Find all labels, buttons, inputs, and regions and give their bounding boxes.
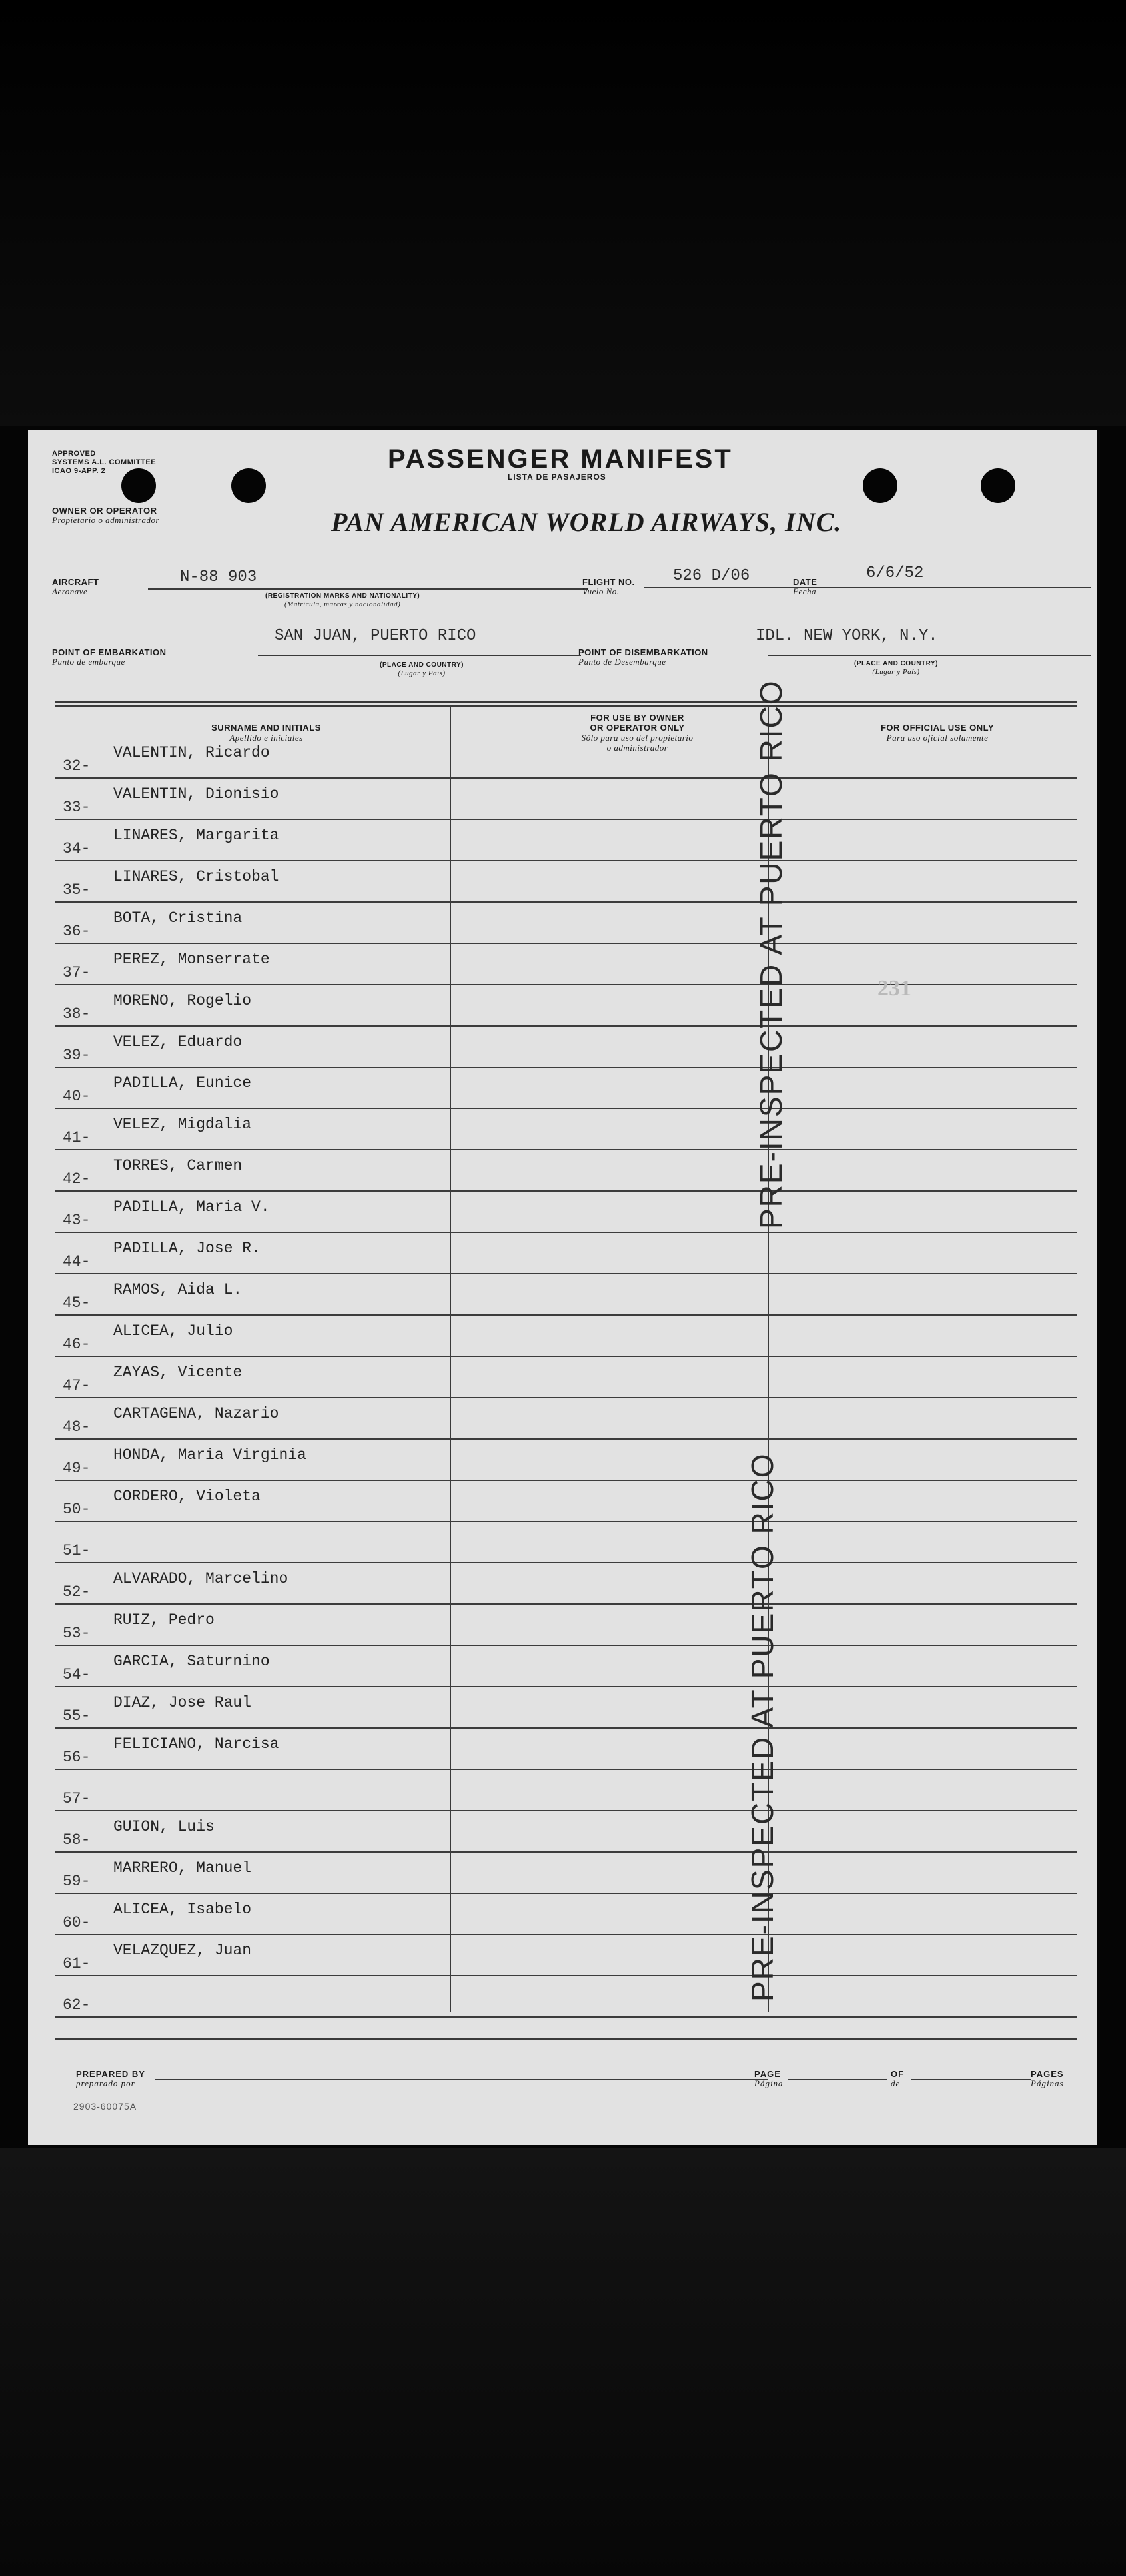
embarkation-underline <box>258 655 581 656</box>
row-number: 54- <box>63 1666 91 1683</box>
table-row <box>55 1109 1077 1150</box>
row-number: 35- <box>63 881 91 899</box>
owner-use-header-1: FOR USE BY OWNER <box>590 713 684 723</box>
passenger-name: TORRES, Carmen <box>113 1157 243 1174</box>
row-number: 47- <box>63 1377 91 1394</box>
table-top-rule-2 <box>55 705 1077 707</box>
date-label <box>793 578 817 596</box>
table-row <box>55 1316 1077 1357</box>
date-label-en: DATE <box>793 577 818 587</box>
passenger-name: ALVARADO, Marcelino <box>113 1570 288 1587</box>
manifest-sheet <box>28 430 1097 2145</box>
passenger-name: FELICIANO, Narcisa <box>113 1735 279 1753</box>
passenger-name: PADILLA, Maria V. <box>113 1198 270 1216</box>
approval-line: ICAO 9-APP. 2 <box>52 467 106 475</box>
table-row <box>55 1935 1077 1976</box>
row-number: 60- <box>63 1914 91 1931</box>
passenger-name: GUION, Luis <box>113 1818 215 1835</box>
approval-line: SYSTEMS A.L. COMMITTEE <box>52 458 157 466</box>
table-row <box>55 1563 1077 1605</box>
table-row <box>55 1522 1077 1563</box>
embarkation-label <box>52 648 167 667</box>
row-number: 41- <box>63 1129 91 1146</box>
row-number: 49- <box>63 1460 91 1477</box>
pages-label <box>1031 2070 1064 2088</box>
row-number: 48- <box>63 1418 91 1436</box>
row-number: 39- <box>63 1047 91 1064</box>
date-underline <box>824 587 1091 588</box>
of-label-es: de <box>891 2078 901 2088</box>
place-note-es: (Lugar y País) <box>398 669 446 677</box>
form-subtitle: LISTA DE PASAJEROS <box>508 472 606 482</box>
passenger-name: RAMOS, Aida L. <box>113 1281 243 1298</box>
approval-line: APPROVED <box>52 450 96 458</box>
table-row <box>55 1027 1077 1068</box>
table-row <box>55 737 1077 779</box>
row-number: 52- <box>63 1583 91 1601</box>
flight-value: 526 D/06 <box>673 567 750 585</box>
page-label-en: PAGE <box>754 2069 781 2079</box>
passenger-name: BOTA, Cristina <box>113 909 243 927</box>
place-note-2 <box>854 660 938 677</box>
table-row <box>55 1068 1077 1109</box>
row-number: 59- <box>63 1873 91 1890</box>
row-number: 55- <box>63 1707 91 1725</box>
table-row <box>55 1770 1077 1811</box>
disembarkation-value: IDL. NEW YORK, N.Y. <box>756 627 938 645</box>
form-number: 2903-60075A <box>73 2101 137 2112</box>
passenger-name: PADILLA, Eunice <box>113 1074 252 1092</box>
aircraft-label-es: Aeronave <box>52 586 88 596</box>
flight-label <box>582 578 635 596</box>
owner-use-header-es-1: Sólo para uso del propietario <box>581 733 694 743</box>
pre-inspected-stamp: PRE-INSPECTED AT PUERTO RICO <box>754 679 788 1229</box>
surname-header-en: SURNAME AND INITIALS <box>211 723 321 733</box>
table-row <box>55 985 1077 1027</box>
pages-label-en: PAGES <box>1031 2069 1064 2079</box>
aircraft-label <box>52 578 99 596</box>
passenger-name: CORDERO, Violeta <box>113 1488 261 1505</box>
table-top-rule <box>55 701 1077 703</box>
row-number: 32- <box>63 757 91 775</box>
of-label <box>891 2070 904 2088</box>
faint-stamp-number: 231 <box>877 976 911 1001</box>
table-row <box>55 1853 1077 1894</box>
passenger-name: GARCIA, Saturnino <box>113 1653 270 1670</box>
scan-background-top <box>0 0 1126 426</box>
row-number: 56- <box>63 1749 91 1766</box>
row-number: 34- <box>63 840 91 857</box>
pre-inspected-stamp: PRE-INSPECTED AT PUERTO RICO <box>745 1452 780 2002</box>
owner-use-header-2: OR OPERATOR ONLY <box>590 723 685 733</box>
disembarkation-label-es: Punto de Desembarque <box>578 657 666 667</box>
row-number: 36- <box>63 923 91 940</box>
owner-label <box>52 506 159 525</box>
registration-note-en: (REGISTRATION MARKS AND NATIONALITY) <box>265 592 420 600</box>
place-note-2-en: (PLACE AND COUNTRY) <box>854 660 938 667</box>
row-number: 57- <box>63 1790 91 1807</box>
embarkation-label-es: Punto de embarque <box>52 657 125 667</box>
page-label <box>754 2070 784 2088</box>
table-row <box>55 1687 1077 1729</box>
table-row <box>55 861 1077 903</box>
punch-hole <box>231 468 266 503</box>
passenger-name: LINARES, Margarita <box>113 827 279 844</box>
table-row <box>55 903 1077 944</box>
row-number: 40- <box>63 1088 91 1105</box>
passenger-name: VALENTIN, Ricardo <box>113 744 270 761</box>
row-number: 33- <box>63 799 91 816</box>
passenger-name: PEREZ, Monserrate <box>113 951 270 968</box>
surname-header-es: Apellido e iniciales <box>229 733 303 743</box>
row-number: 58- <box>63 1831 91 1849</box>
table-row <box>55 1274 1077 1316</box>
row-number: 62- <box>63 1996 91 2014</box>
prepared-by-label <box>76 2070 145 2088</box>
date-value: 6/6/52 <box>866 564 924 582</box>
date-label-es: Fecha <box>793 586 816 596</box>
prepared-by-es: preparado por <box>76 2078 135 2088</box>
embarkation-label-en: POINT OF EMBARKATION <box>52 647 167 657</box>
row-number: 42- <box>63 1170 91 1188</box>
approval-block <box>52 450 156 476</box>
passenger-name: HONDA, Maria Virginia <box>113 1446 306 1464</box>
scan-background-bottom <box>0 2148 1126 2576</box>
row-number: 45- <box>63 1294 91 1312</box>
punch-hole <box>981 468 1015 503</box>
airline-name: PAN AMERICAN WORLD AIRWAYS, INC. <box>331 507 842 537</box>
passenger-name: ALICEA, Isabelo <box>113 1901 252 1918</box>
prepared-by-underline <box>155 2079 768 2080</box>
of-underline <box>911 2079 1031 2080</box>
passenger-name: VALENTIN, Dionisio <box>113 785 279 803</box>
table-row <box>55 1150 1077 1192</box>
passenger-name: ALICEA, Julio <box>113 1322 233 1340</box>
embarkation-value: SAN JUAN, PUERTO RICO <box>275 627 476 645</box>
flight-label-es: Vuelo No. <box>582 586 620 596</box>
owner-label-en: OWNER OR OPERATOR <box>52 506 157 516</box>
passenger-name: VELEZ, Migdalia <box>113 1116 252 1133</box>
table-row <box>55 1357 1077 1398</box>
table-row <box>55 1646 1077 1687</box>
table-row <box>55 1192 1077 1233</box>
row-number: 38- <box>63 1005 91 1023</box>
of-label-en: OF <box>891 2069 905 2079</box>
page-label-es: Página <box>754 2078 784 2088</box>
disembarkation-label <box>578 648 708 667</box>
passenger-name: RUIZ, Pedro <box>113 1611 215 1629</box>
disembarkation-label-en: POINT OF DISEMBARKATION <box>578 647 708 657</box>
registration-note <box>265 592 420 609</box>
table-row <box>55 1811 1077 1853</box>
form-title: PASSENGER MANIFEST <box>388 444 733 474</box>
row-number: 51- <box>63 1542 91 1559</box>
row-number: 53- <box>63 1625 91 1642</box>
table-row <box>55 1605 1077 1646</box>
passenger-name: CARTAGENA, Nazario <box>113 1405 279 1422</box>
place-note-2-es: (Lugar y País) <box>872 668 920 676</box>
passenger-name: ZAYAS, Vicente <box>113 1364 243 1381</box>
disembarkation-underline <box>768 655 1091 656</box>
prepared-by-en: PREPARED BY <box>76 2069 145 2079</box>
row-number: 37- <box>63 964 91 981</box>
table-row <box>55 1233 1077 1274</box>
owner-use-header-es-2: o administrador <box>606 743 668 753</box>
official-use-header-en: FOR OFFICIAL USE ONLY <box>880 723 995 733</box>
table-row <box>55 1481 1077 1522</box>
row-number: 50- <box>63 1501 91 1518</box>
owner-label-es: Propietario o administrador <box>52 515 160 525</box>
table-row <box>55 820 1077 861</box>
passenger-name: MARRERO, Manuel <box>113 1859 252 1877</box>
punch-hole <box>863 468 897 503</box>
aircraft-underline <box>148 588 588 590</box>
passenger-name: MORENO, Rogelio <box>113 992 252 1009</box>
aircraft-label-en: AIRCRAFT <box>52 577 99 587</box>
table-row <box>55 779 1077 820</box>
row-number: 43- <box>63 1212 91 1229</box>
pages-label-es: Páginas <box>1031 2078 1064 2088</box>
passenger-name: DIAZ, Jose Raul <box>113 1694 252 1711</box>
official-use-header-es: Para uso oficial solamente <box>886 733 989 743</box>
place-note <box>380 661 464 678</box>
table-row <box>55 944 1077 985</box>
table-row <box>55 1398 1077 1440</box>
table-row <box>55 1976 1077 2018</box>
row-number: 61- <box>63 1955 91 1972</box>
place-note-en: (PLACE AND COUNTRY) <box>380 661 464 669</box>
passenger-name: PADILLA, Jose R. <box>113 1240 261 1257</box>
registration-note-es: (Matricula, marcas y nacionalidad) <box>284 600 401 608</box>
table-bottom-rule <box>55 2038 1077 2040</box>
row-number: 44- <box>63 1253 91 1270</box>
passenger-name: LINARES, Cristobal <box>113 868 279 885</box>
passenger-name: VELEZ, Eduardo <box>113 1033 243 1051</box>
passenger-name: VELAZQUEZ, Juan <box>113 1942 252 1959</box>
page-underline <box>788 2079 887 2080</box>
table-row <box>55 1894 1077 1935</box>
row-number: 46- <box>63 1336 91 1353</box>
table-row <box>55 1729 1077 1770</box>
aircraft-value: N-88 903 <box>180 568 257 586</box>
flight-label-en: FLIGHT NO. <box>582 577 635 587</box>
table-row <box>55 1440 1077 1481</box>
